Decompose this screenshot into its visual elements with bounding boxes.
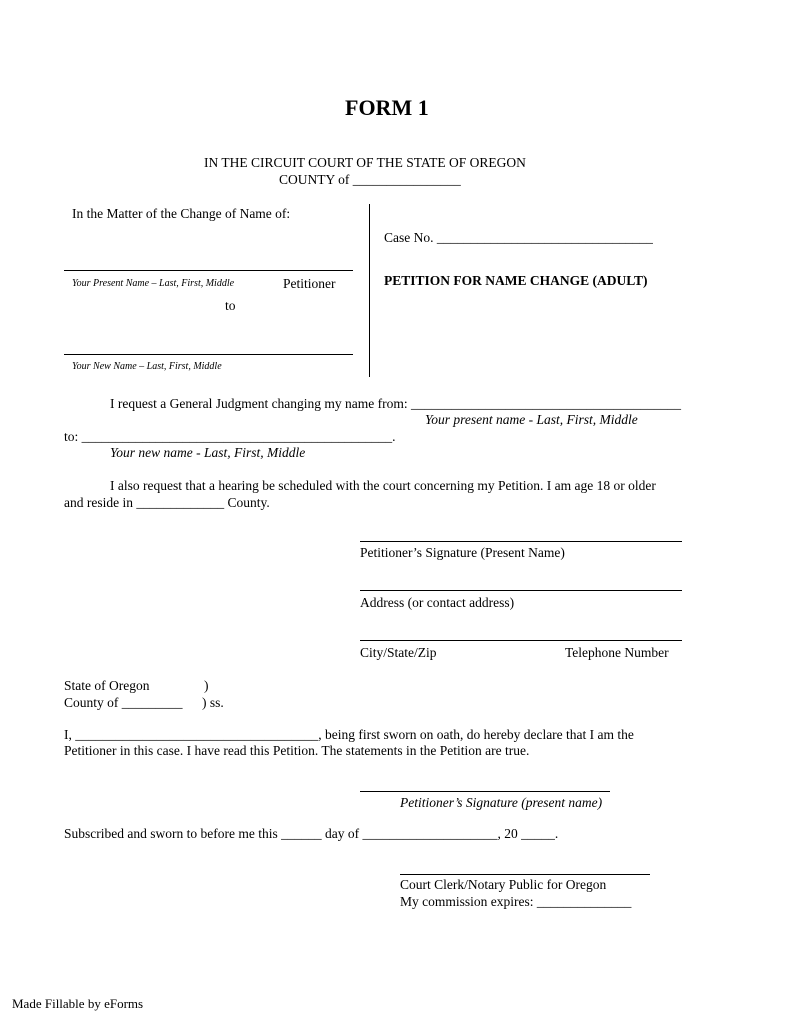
request-new-hint: Your new name - Last, First, Middle	[110, 445, 306, 460]
present-name-hint: Your Present Name – Last, First, Middle	[72, 278, 235, 289]
county-ss: ) ss.	[202, 695, 224, 710]
sworn-signature-line[interactable]	[360, 791, 610, 792]
request-present-hint: Your present name - Last, First, Middle	[425, 412, 638, 427]
new-name-hint: Your New Name – Last, First, Middle	[72, 361, 222, 372]
oath-line-1[interactable]: I, ____________________________________, being first sworn on oath, do hereby declare that I am the	[64, 727, 634, 742]
petitioner-signature-label: Petitioner’s Signature (Present Name)	[360, 545, 565, 560]
state-paren: )	[204, 678, 209, 693]
subscribed-line[interactable]: Subscribed and sworn to before me this ______ day of ____________________, 20 _____.	[64, 826, 559, 841]
hearing-line-1: I also request that a hearing be scheduled with the court concerning my Petition. I am age 18 or older	[110, 478, 656, 493]
city-label: City/State/Zip	[360, 645, 437, 660]
court-heading: IN THE CIRCUIT COURT OF THE STATE OF OREGON	[204, 155, 526, 170]
state-label: State of Oregon	[64, 678, 150, 693]
clerk-label: Court Clerk/Notary Public for Oregon	[400, 877, 607, 892]
sworn-signature-label: Petitioner’s Signature (present name)	[400, 795, 603, 810]
address-label: Address (or contact address)	[360, 595, 515, 610]
hearing-line-2[interactable]: and reside in _____________ County.	[64, 495, 270, 510]
oath-line-2: Petitioner in this case. I have read this Petition. The statements in the Petition are true.	[64, 743, 530, 758]
petitioner-label: Petitioner	[283, 276, 336, 291]
county-of-field[interactable]: County of _________	[64, 695, 183, 710]
commission-expires-field[interactable]: My commission expires: ______________	[400, 894, 632, 909]
address-line[interactable]	[360, 590, 682, 591]
form-title: FORM 1	[345, 95, 429, 120]
caption-divider	[369, 204, 370, 377]
matter-label: In the Matter of the Change of Name of:	[72, 206, 291, 221]
present-name-line[interactable]	[64, 270, 353, 271]
petition-title: PETITION FOR NAME CHANGE (ADULT)	[384, 273, 648, 288]
request-line-present[interactable]: I request a General Judgment changing my name from: ________________________________________	[110, 396, 682, 411]
case-number-field[interactable]: Case No. ________________________________	[384, 230, 653, 245]
request-line-new[interactable]: to: ______________________________________________.	[64, 429, 396, 444]
city-phone-line[interactable]	[360, 640, 682, 641]
footer-credit: Made Fillable by eForms	[12, 996, 144, 1011]
new-name-line[interactable]	[64, 354, 353, 355]
clerk-signature-line[interactable]	[400, 874, 650, 875]
phone-label: Telephone Number	[565, 645, 669, 660]
petitioner-signature-line[interactable]	[360, 541, 682, 542]
to-label: to	[225, 298, 236, 313]
county-line[interactable]: COUNTY of ________________	[279, 172, 461, 187]
